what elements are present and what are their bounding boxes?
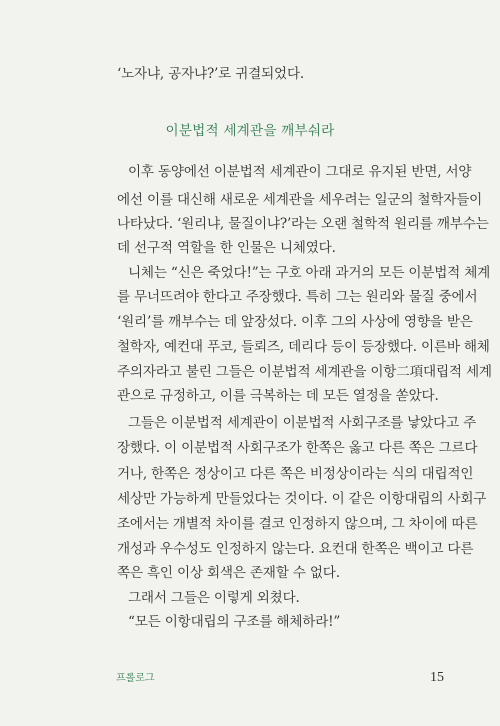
paragraph-line: 그들은 이분법적 세계관이 이분법적 사회구조를 낳았다고 주 [128, 415, 477, 431]
paragraph-line: 니체는 “신은 죽었다!”는 구호 아래 과거의 모든 이분법적 체계 [128, 265, 491, 281]
paragraph-line: 이후 동양에선 이분법적 세계관이 그대로 유지된 반면, 서양 [128, 164, 472, 180]
paragraph-line: 를 무너뜨려야 한다고 주장했다. 특히 그는 원리와 물질 중에서 [117, 289, 478, 305]
intro-line: ‘노자냐, 공자냐?’로 귀결되었다. [117, 66, 304, 82]
running-footer-section: 프롤로그 [116, 673, 155, 684]
paragraph-line: 나타났다. ‘원리냐, 물질이냐?’라는 오랜 철학적 원리를 깨부수는 [117, 216, 489, 232]
page-number: 15 [430, 670, 444, 685]
section-heading: 이분법적 세계관을 깨부숴라 [165, 123, 335, 139]
paragraph-line: ‘원리’를 깨부수는 데 앞장섰다. 이후 그의 사상에 영향을 받은 [117, 314, 473, 330]
paragraph-line: 세상만 가능하게 만들었다는 것이다. 이 같은 이항대립의 사회구 [117, 491, 487, 507]
paragraph-line: 조에서는 개별적 차이를 결코 인정하지 않으며, 그 차이에 따른 [117, 516, 478, 532]
paragraph-line: 그래서 그들은 이렇게 외쳤다. [128, 590, 300, 606]
paragraph-line: 장했다. 이 이분법적 사회구조가 한쪽은 옳고 다른 쪽은 그르다 [117, 440, 478, 456]
paragraph-line: 쪽은 흑인 이상 회색은 존재할 수 없다. [117, 565, 340, 581]
paragraph-line: 개성과 우수성도 인정하지 않는다. 요컨대 한쪽은 백이고 다른 [117, 541, 474, 557]
paragraph-line: “모든 이항대립의 구조를 해체하라!” [128, 614, 341, 630]
paragraph-line: 거나, 한쪽은 정상이고 다른 쪽은 비정상이라는 식의 대립적인 [117, 466, 474, 482]
paragraph-line: 에선 이를 대신해 새로운 세계관을 세우려는 일군의 철학자들이 [117, 192, 483, 208]
paragraph-line: 데 선구적 역할을 한 인물은 니체였다. [117, 240, 336, 256]
paragraph-line: 주의자라고 불린 그들은 이분법적 세계관을 이항二項대립적 세계 [117, 364, 492, 380]
paragraph-line: 철학자, 예컨대 푸코, 들뢰즈, 데리다 등이 등장했다. 이른바 해체 [117, 339, 490, 355]
paragraph-line: 관으로 규정하고, 이를 극복하는 데 모든 열정을 쏟았다. [117, 388, 439, 404]
